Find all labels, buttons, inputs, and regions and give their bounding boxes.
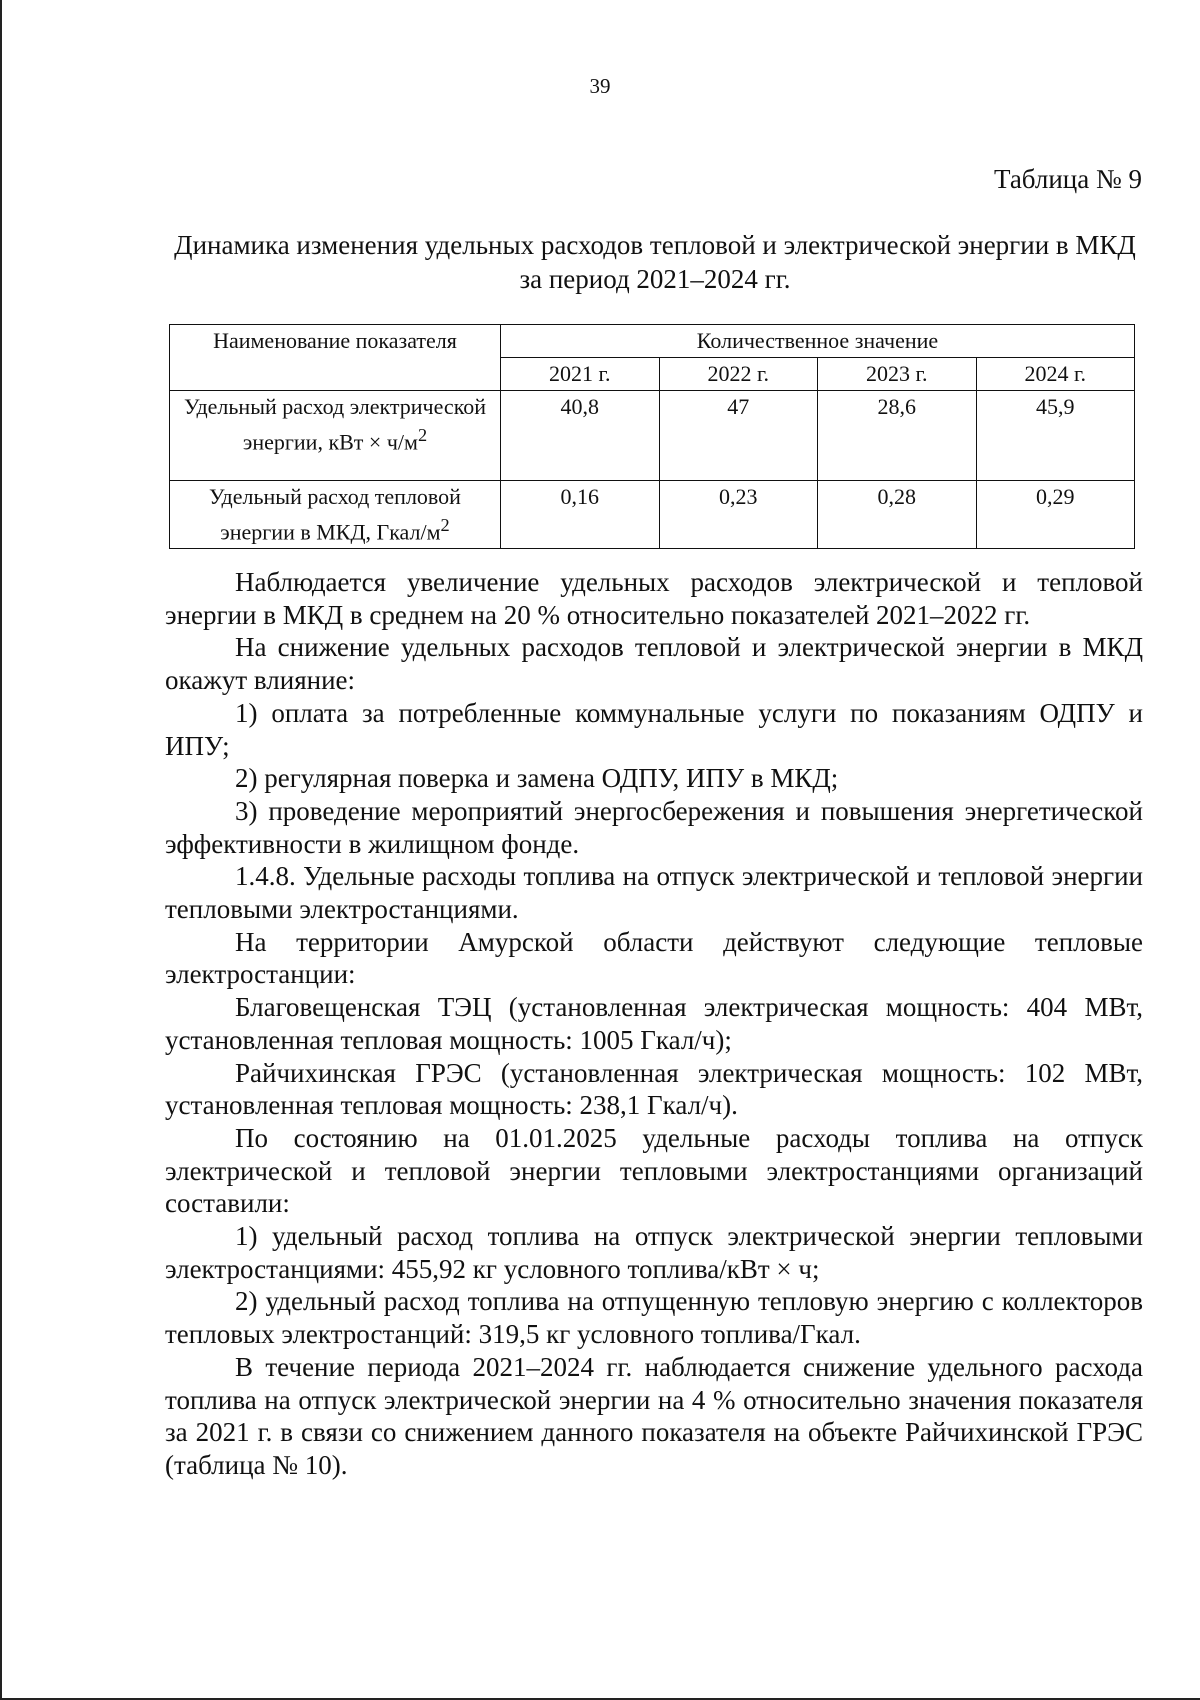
table-row: [170, 481, 1135, 549]
paragraph: Благовещенская ТЭЦ (установленная электрическая мощность: 404 МВт, установленная тепловая мощность: 1005 Гкал/ч);: [165, 992, 1143, 1055]
table-row: [170, 391, 1135, 481]
table-cell: 47: [659, 391, 818, 481]
list-item: 3) проведение мероприятий энергосбережения и повышения энергетической эффективности в жилищном фонде.: [165, 795, 1143, 859]
header-year: 2021 г.: [501, 358, 660, 391]
table-cell: 0,23: [659, 481, 818, 549]
list-item: 1) оплата за потребленные коммунальные услуги по показаниям ОДПУ и ИПУ;: [165, 697, 1143, 761]
page-number: 39: [589, 74, 611, 98]
row-label: [170, 481, 501, 549]
row-label-text: Удельный расход электрической энергии, кВт × ч/м: [183, 394, 487, 455]
table-cell: 28,6: [818, 391, 977, 481]
paragraph: На снижение удельных расходов тепловой и электрической энергии в МКД окажут влияние:: [165, 632, 1143, 696]
header-year: 2022 г.: [659, 358, 818, 391]
table-cell: 45,9: [976, 391, 1135, 481]
list-item: 2) регулярная поверка и замена ОДПУ, ИПУ в МКД;: [235, 763, 839, 794]
table-header-row: [170, 325, 1135, 358]
paragraph: По состоянию на 01.01.2025 удельные расходы топлива на отпуск электрической и тепловой энергии тепловыми электростанциями организаций составили:: [165, 1122, 1143, 1219]
table-label: Таблица № 9: [994, 164, 1142, 194]
table-cell: 0,16: [501, 481, 660, 549]
row-label-superscript: 2: [440, 515, 450, 535]
body-text: [165, 566, 1143, 1482]
energy-consumption-table: [169, 324, 1135, 549]
list-item: 2) удельный расход топлива на отпущенную тепловую энергию с коллекторов тепловых электростанций: 319,5 кг условного топлива/Гкал.: [165, 1286, 1143, 1350]
paragraph: В течение периода 2021–2024 гг. наблюдается снижение удельного расхода топлива на отпуск электрической энергии на 4 % относительно значения показателя за 2021 г. в связи со снижением данного показателя на объекте Райчихинской ГРЭС (таблица № 10).: [165, 1351, 1143, 1480]
list-item: 1) удельный расход топлива на отпуск электрической энергии тепловыми электростанциями: 455,92 кг условного топлива/кВт × ч;: [165, 1221, 1143, 1284]
table-title: Динамика изменения удельных расходов тепловой и электрической энергии в МКД за период 2021–2024 гг.: [174, 230, 1136, 294]
paragraph: На территории Амурской области действуют следующие тепловые электростанции:: [165, 926, 1143, 990]
paragraph: Райчихинская ГРЭС (установленная электрическая мощность: 102 МВт, установленная тепловая мощность: 238,1 Гкал/ч).: [165, 1057, 1143, 1121]
header-year: 2024 г.: [976, 358, 1135, 391]
header-indicator-name: Наименование показателя: [170, 325, 501, 391]
row-label-text: Удельный расход тепловой энергии в МКД, Гкал/м: [209, 484, 461, 545]
section-heading: 1.4.8. Удельные расходы топлива на отпуск электрической и тепловой энергии тепловыми электростанциями.: [165, 861, 1143, 925]
header-year: 2023 г.: [818, 358, 977, 391]
row-label: [170, 391, 501, 481]
table-cell: 40,8: [501, 391, 660, 481]
table-cell: 0,28: [818, 481, 977, 549]
scan-edge-left: [0, 0, 2, 1700]
row-label-superscript: 2: [417, 425, 428, 445]
header-quantitative-value: Количественное значение: [501, 325, 1135, 358]
table-cell: 0,29: [976, 481, 1135, 549]
paragraph: Наблюдается увеличение удельных расходов электрической и тепловой энергии в МКД в среднем на 20 % относительно показателей 2021–2022 гг.: [165, 567, 1143, 630]
